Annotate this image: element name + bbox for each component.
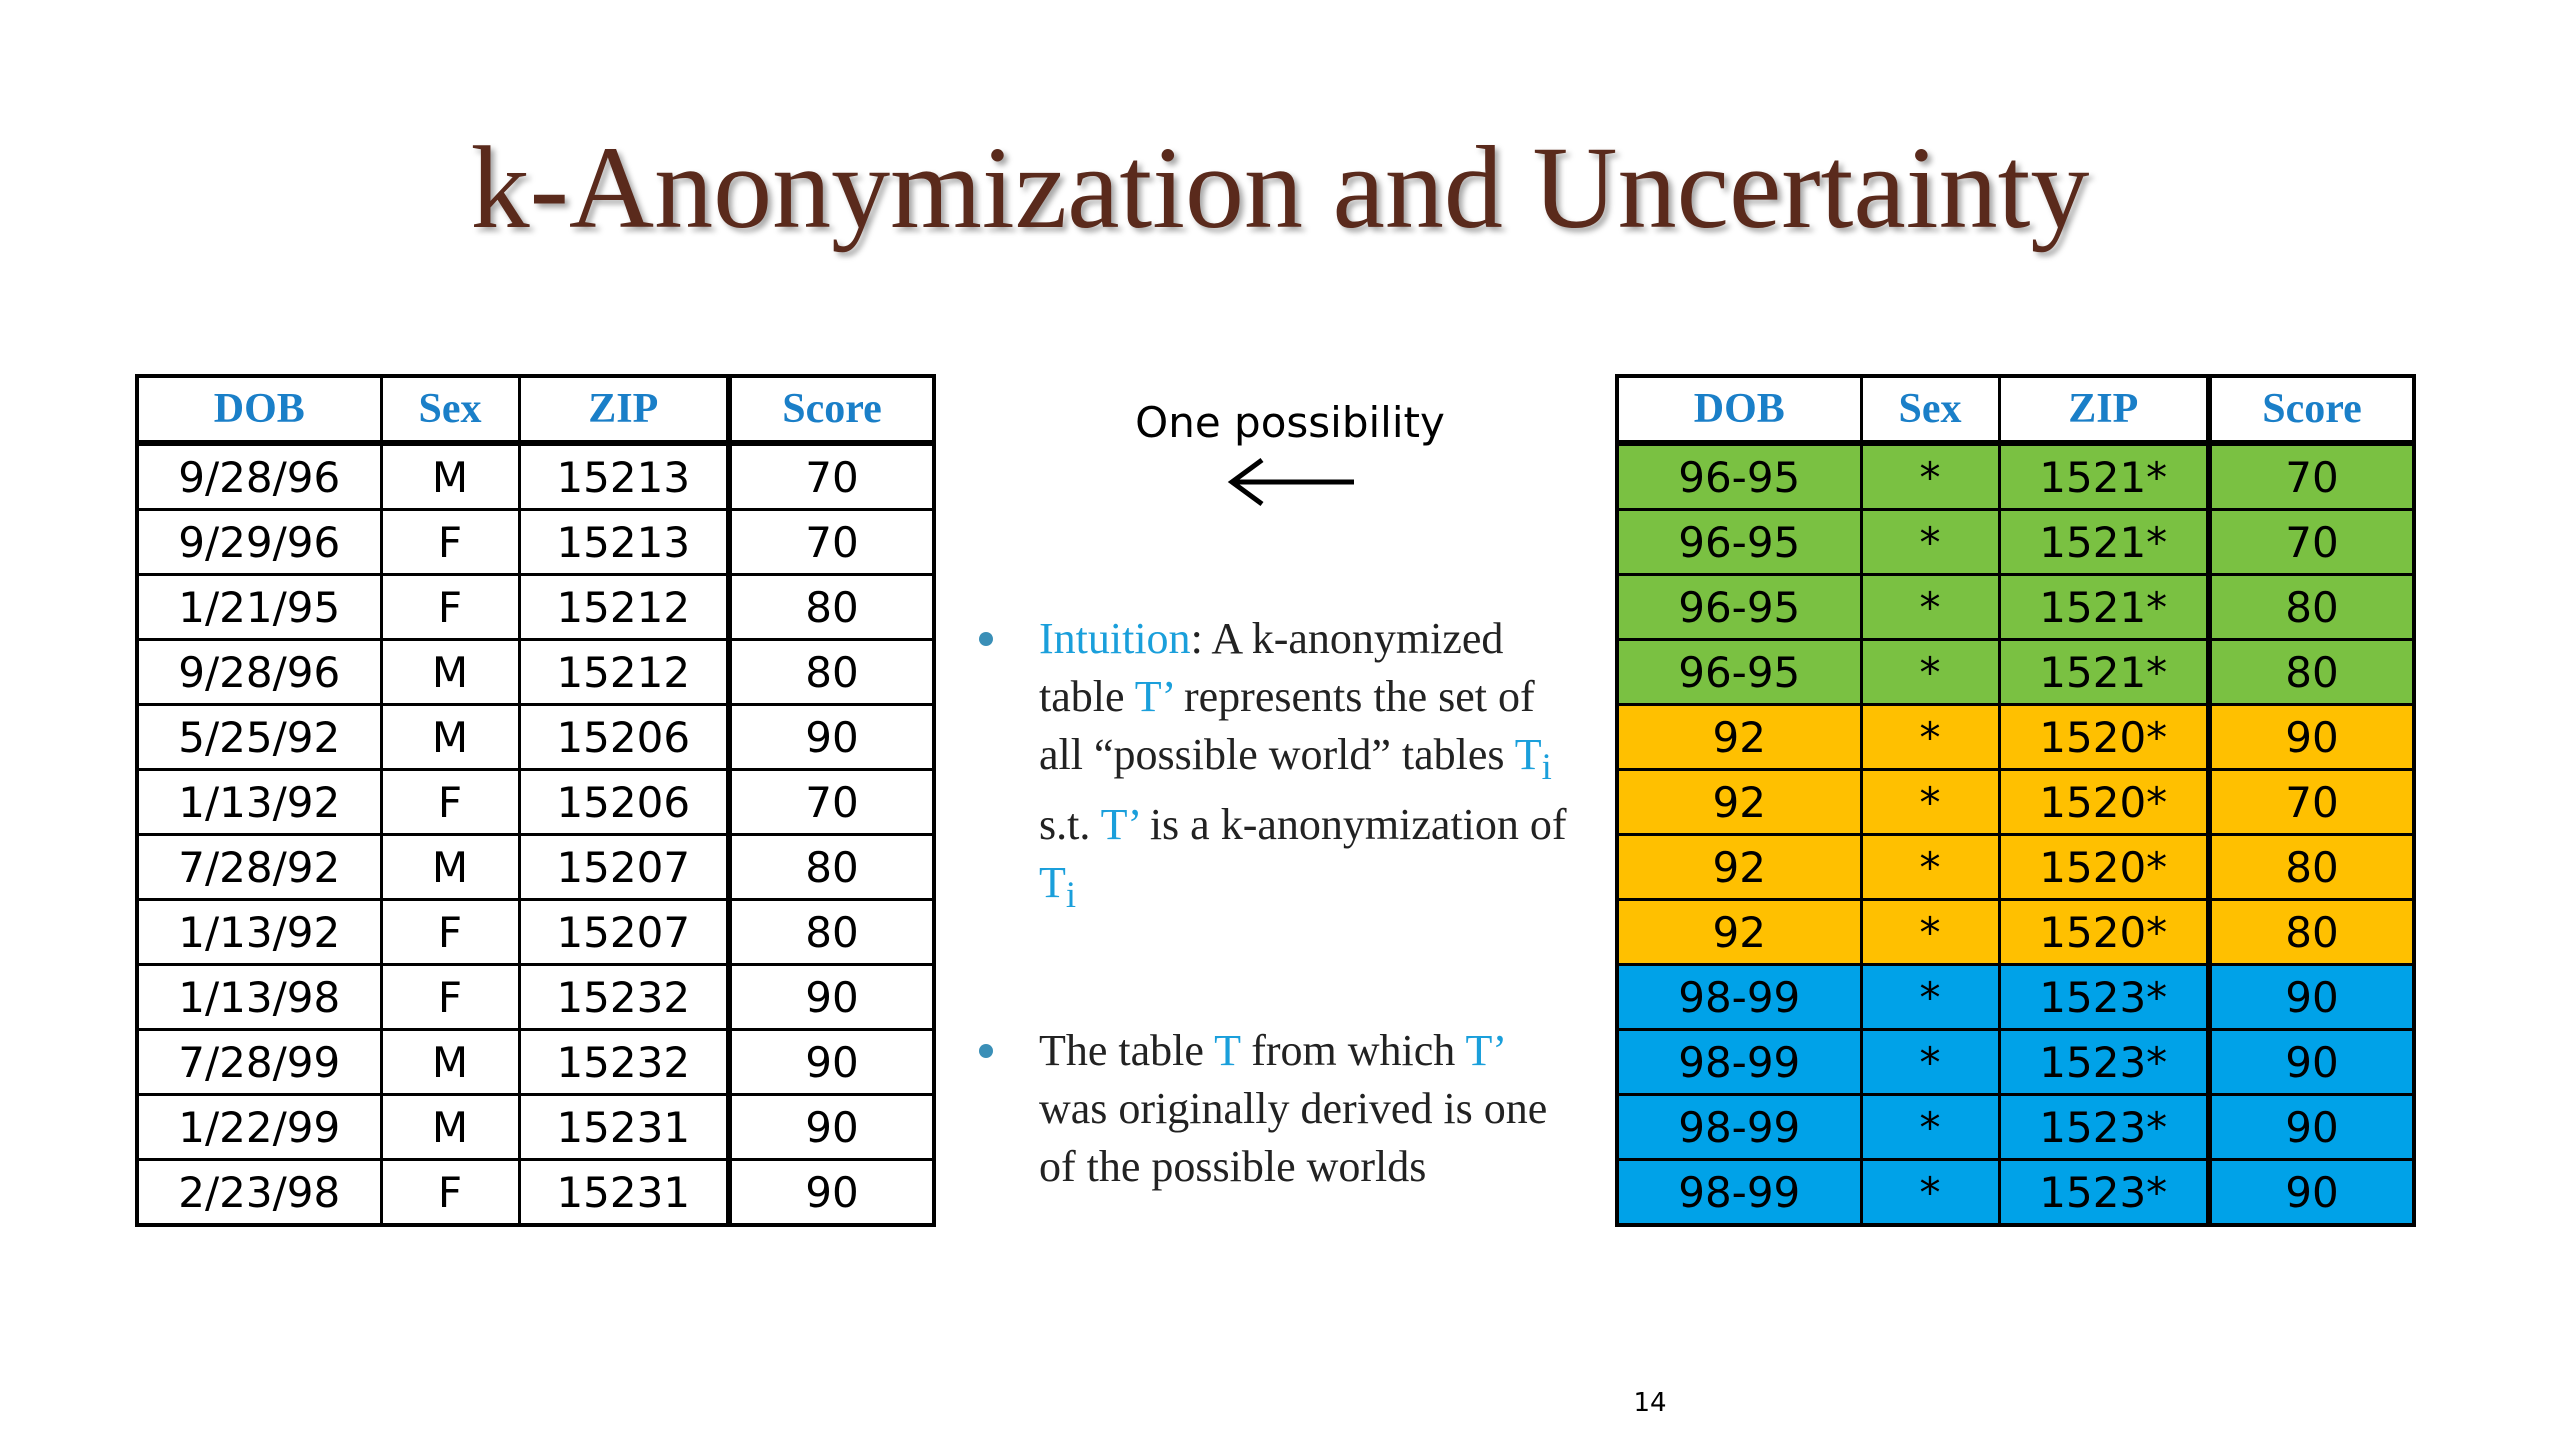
cell-score: 80 (729, 575, 934, 640)
cell-zip: 1520* (1999, 705, 2209, 770)
cell-dob: 9/28/96 (137, 443, 381, 510)
table-row (1617, 640, 2414, 705)
table-row (1617, 510, 2414, 575)
cell-sex: F (381, 900, 519, 965)
cell-score: 80 (2209, 835, 2414, 900)
bullet-text: s.t. (1039, 799, 1101, 849)
cell-zip: 1521* (1999, 575, 2209, 640)
cell-dob: 5/25/92 (137, 705, 381, 770)
original-table-body (137, 443, 934, 1225)
cell-zip: 15212 (519, 575, 729, 640)
cell-sex: F (381, 510, 519, 575)
cell-sex: * (1861, 770, 1999, 835)
column-header-sex: Sex (1861, 376, 1999, 443)
cell-zip: 15207 (519, 900, 729, 965)
cell-sex: F (381, 965, 519, 1030)
cell-zip: 15231 (519, 1095, 729, 1160)
cell-dob: 92 (1617, 900, 1861, 965)
cell-score: 70 (2209, 443, 2414, 510)
cell-dob: 96-95 (1617, 640, 1861, 705)
cell-dob: 96-95 (1617, 443, 1861, 510)
cell-sex: F (381, 1160, 519, 1226)
cell-dob: 1/22/99 (137, 1095, 381, 1160)
table-row (1617, 1095, 2414, 1160)
column-header-zip: ZIP (519, 376, 729, 443)
cell-dob: 92 (1617, 770, 1861, 835)
cell-zip: 15206 (519, 705, 729, 770)
table-row (1617, 770, 2414, 835)
t-i-subscript: i (1065, 873, 1077, 915)
bullet-text: is a k-anonymization of (1138, 799, 1567, 849)
table-row (137, 443, 934, 510)
cell-score: 90 (729, 965, 934, 1030)
cell-dob: 2/23/98 (137, 1160, 381, 1226)
cell-zip: 15206 (519, 770, 729, 835)
table-row (1617, 1160, 2414, 1226)
cell-dob: 1/21/95 (137, 575, 381, 640)
cell-score: 90 (2209, 1095, 2414, 1160)
cell-zip: 1520* (1999, 835, 2209, 900)
cell-score: 70 (729, 770, 934, 835)
cell-zip: 1523* (1999, 965, 2209, 1030)
cell-score: 80 (2209, 575, 2414, 640)
cell-dob: 1/13/98 (137, 965, 381, 1030)
t-prime-symbol: T’ (1134, 672, 1173, 721)
cell-sex: * (1861, 443, 1999, 510)
cell-zip: 1521* (1999, 443, 2209, 510)
cell-zip: 1523* (1999, 1095, 2209, 1160)
table-row (137, 640, 934, 705)
cell-score: 80 (729, 640, 934, 705)
cell-sex: * (1861, 1160, 1999, 1226)
cell-score: 90 (729, 705, 934, 770)
table-row (1617, 965, 2414, 1030)
cell-dob: 98-99 (1617, 1095, 1861, 1160)
table-row (137, 965, 934, 1030)
t-i-base: T (1514, 730, 1542, 779)
t-symbol: T (1214, 1025, 1241, 1075)
cell-zip: 15232 (519, 1030, 729, 1095)
table-row (137, 1030, 934, 1095)
cell-zip: 15213 (519, 443, 729, 510)
cell-sex: M (381, 835, 519, 900)
bullet-text: The table (1039, 1025, 1215, 1075)
column-header-score: Score (729, 376, 934, 443)
t-i-symbol (1039, 857, 1077, 915)
table-row (1617, 705, 2414, 770)
cell-zip: 15231 (519, 1160, 729, 1226)
bullet-text: represents the set of all “possible world” tables (1039, 672, 1535, 779)
table-row (137, 510, 934, 575)
cell-score: 90 (2209, 705, 2414, 770)
column-header-zip: ZIP (1999, 376, 2209, 443)
cell-score: 80 (729, 900, 934, 965)
t-prime-symbol: T’ (1465, 1025, 1504, 1075)
anonymized-table (1615, 374, 2416, 1227)
cell-score: 70 (729, 510, 934, 575)
t-i-base: T (1039, 857, 1066, 907)
left-arrow-icon (1220, 452, 1360, 512)
cell-score: 90 (729, 1160, 934, 1226)
cell-zip: 1520* (1999, 900, 2209, 965)
cell-score: 90 (729, 1030, 934, 1095)
bullet-list (975, 610, 1575, 1196)
intuition-keyword: Intuition (1039, 614, 1191, 663)
cell-sex: * (1861, 1030, 1999, 1095)
cell-sex: M (381, 640, 519, 705)
table-row (1617, 575, 2414, 640)
anonymized-table-body (1617, 443, 2414, 1225)
cell-sex: * (1861, 900, 1999, 965)
cell-sex: * (1861, 640, 1999, 705)
table-row (1617, 443, 2414, 510)
cell-sex: * (1861, 510, 1999, 575)
cell-score: 80 (2209, 900, 2414, 965)
cell-sex: * (1861, 705, 1999, 770)
column-header-score: Score (2209, 376, 2414, 443)
t-i-symbol (1514, 730, 1552, 787)
cell-sex: F (381, 575, 519, 640)
cell-dob: 9/29/96 (137, 510, 381, 575)
cell-dob: 7/28/92 (137, 835, 381, 900)
bullet-original-table (975, 1022, 1575, 1196)
cell-dob: 98-99 (1617, 1160, 1861, 1226)
bullet-intuition (975, 610, 1575, 924)
one-possibility-label: One possibility (1135, 398, 1445, 447)
table-row (137, 900, 934, 965)
cell-dob: 96-95 (1617, 510, 1861, 575)
cell-score: 70 (2209, 770, 2414, 835)
cell-zip: 15207 (519, 835, 729, 900)
table-row (137, 770, 934, 835)
cell-sex: * (1861, 965, 1999, 1030)
cell-zip: 15213 (519, 510, 729, 575)
cell-dob: 98-99 (1617, 1030, 1861, 1095)
table-row (1617, 900, 2414, 965)
cell-zip: 15232 (519, 965, 729, 1030)
bullet-dot-icon (979, 632, 993, 646)
table-row (137, 1095, 934, 1160)
cell-score: 90 (2209, 1030, 2414, 1095)
bullet-text: : A k-anonymized table (1039, 614, 1504, 721)
slide-title: k-Anonymization and Uncertainty (470, 122, 2090, 253)
cell-score: 90 (729, 1095, 934, 1160)
cell-sex: F (381, 770, 519, 835)
t-i-subscript: i (1541, 745, 1552, 787)
cell-dob: 1/13/92 (137, 900, 381, 965)
cell-sex: M (381, 705, 519, 770)
cell-sex: * (1861, 835, 1999, 900)
table-row (1617, 1030, 2414, 1095)
cell-dob: 1/13/92 (137, 770, 381, 835)
cell-sex: M (381, 443, 519, 510)
table-row (137, 835, 934, 900)
cell-zip: 1523* (1999, 1160, 2209, 1226)
bullet-text: from which (1240, 1025, 1466, 1075)
cell-zip: 1523* (1999, 1030, 2209, 1095)
cell-score: 80 (729, 835, 934, 900)
column-header-dob: DOB (137, 376, 381, 443)
cell-score: 90 (2209, 965, 2414, 1030)
cell-score: 80 (2209, 640, 2414, 705)
cell-sex: M (381, 1095, 519, 1160)
original-table (135, 374, 936, 1227)
cell-score: 70 (2209, 510, 2414, 575)
table-row (1617, 835, 2414, 900)
column-header-sex: Sex (381, 376, 519, 443)
bullet-text: was originally derived is one of the possible worlds (1039, 1083, 1548, 1191)
t-prime-symbol: T’ (1100, 799, 1139, 849)
table-header-row (1617, 376, 2414, 443)
table-header-row (137, 376, 934, 443)
table-row (137, 575, 934, 640)
cell-dob: 92 (1617, 835, 1861, 900)
cell-dob: 7/28/99 (137, 1030, 381, 1095)
page-number: 14 (1633, 1388, 1667, 1418)
cell-zip: 1521* (1999, 510, 2209, 575)
cell-score: 90 (2209, 1160, 2414, 1226)
cell-dob: 98-99 (1617, 965, 1861, 1030)
table-row (137, 1160, 934, 1226)
cell-sex: M (381, 1030, 519, 1095)
cell-dob: 96-95 (1617, 575, 1861, 640)
cell-dob: 9/28/96 (137, 640, 381, 705)
column-header-dob: DOB (1617, 376, 1861, 443)
cell-zip: 1521* (1999, 640, 2209, 705)
table-row (137, 705, 934, 770)
bullet-dot-icon (979, 1044, 993, 1058)
cell-sex: * (1861, 1095, 1999, 1160)
cell-zip: 15212 (519, 640, 729, 705)
cell-score: 70 (729, 443, 934, 510)
cell-zip: 1520* (1999, 770, 2209, 835)
cell-dob: 92 (1617, 705, 1861, 770)
cell-sex: * (1861, 575, 1999, 640)
